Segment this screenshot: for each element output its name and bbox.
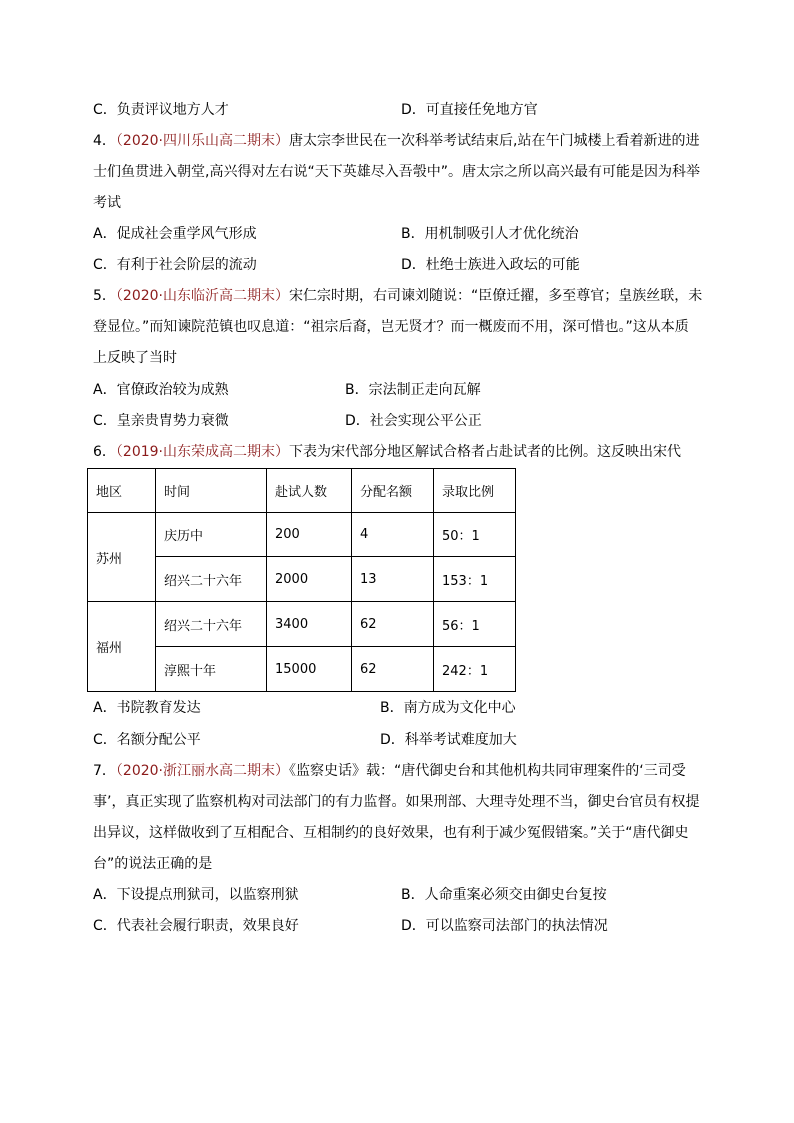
table-header-cell: 分配名额 xyxy=(352,469,434,513)
q3-option-c[interactable]: C．负责评议地方人才 xyxy=(93,102,229,118)
q4-option-b[interactable]: B．用机制吸引人才优化统治 xyxy=(401,226,579,242)
table-cell: 153：1 xyxy=(434,557,516,602)
q6-option-a[interactable]: A．书院教育发达 xyxy=(93,700,201,716)
table-cell: 200 xyxy=(267,513,352,557)
q4-option-c[interactable]: C．有利于社会阶层的流动 xyxy=(93,257,257,273)
table-row xyxy=(88,513,516,557)
q3-options-row-cd xyxy=(93,100,713,120)
q6-data-table xyxy=(87,468,516,692)
q5-option-a[interactable]: A．官僚政治较为成熟 xyxy=(93,382,229,398)
q5-option-c[interactable]: C．皇亲贵胄势力衰微 xyxy=(93,413,229,429)
table-header-cell: 赴试人数 xyxy=(267,469,352,513)
q7-option-b[interactable]: B．人命重案必须交由御史台复按 xyxy=(401,887,607,903)
q7-option-d[interactable]: D．可以监察司法部门的执法情况 xyxy=(401,918,608,934)
q6-stem-line-1: 6．（2019·山东荣成高二期末）下表为宋代部分地区解试合格者占赴试者的比例。这反映出宋代 xyxy=(93,444,682,460)
q6-options-row-ab xyxy=(93,698,713,718)
q6-option-c[interactable]: C．名额分配公平 xyxy=(93,732,201,748)
q5-stem-line-1: 5．（2020·山东临沂高二期末）宋仁宗时期，右司谏刘随说：“臣僚迁擢，多至尊官；皇族丝联，未 xyxy=(93,288,703,304)
q6-source: （2019·山东荣成高二期末） xyxy=(115,444,290,460)
q6-number: 6． xyxy=(93,444,116,460)
table-region-cell: 苏州 xyxy=(88,513,156,602)
q5-options-row-cd xyxy=(93,411,713,431)
q6-option-b[interactable]: B．南方成为文化中心 xyxy=(380,700,516,716)
table-cell: 庆历中 xyxy=(156,513,267,557)
q5-option-d[interactable]: D．社会实现公平公正 xyxy=(345,413,482,429)
table-header-cell: 录取比例 xyxy=(434,469,516,513)
table-cell: 56：1 xyxy=(434,602,516,647)
q7-option-c[interactable]: C．代表社会履行职责，效果良好 xyxy=(93,918,299,934)
q6-option-d[interactable]: D．科举考试难度加大 xyxy=(380,732,517,748)
table-cell: 4 xyxy=(352,513,434,557)
table-header-row xyxy=(88,469,516,513)
table-cell: 15000 xyxy=(267,647,352,692)
q5-source: （2020·山东临沂高二期末） xyxy=(115,288,290,304)
q5-stem-line-3: 上反映了当时 xyxy=(93,350,177,366)
q5-stem-line-2: 登显位。”而知谏院范镇也叹息道：“祖宗后裔，岂无贤才？而一概废而不用，深可惜也。”这从本质 xyxy=(93,319,689,335)
table-cell: 62 xyxy=(352,647,434,692)
table-row xyxy=(88,602,516,647)
q4-stem-line-2: 士们鱼贯进入朝堂,高兴得对左右说“天下英雄尽入吾彀中”。唐太宗之所以高兴最有可能是因为科举 xyxy=(93,164,700,180)
q4-option-a[interactable]: A．促成社会重学风气形成 xyxy=(93,226,257,242)
q5-options-row-ab xyxy=(93,380,713,400)
q7-stem-line-4: 台”的说法正确的是 xyxy=(93,856,213,872)
table-cell: 绍兴二十六年 xyxy=(156,602,267,647)
q4-source: （2020·四川乐山高二期末） xyxy=(115,133,290,149)
table-cell: 13 xyxy=(352,557,434,602)
q7-option-a[interactable]: A．下设提点刑狱司，以监察刑狱 xyxy=(93,887,299,903)
q4-options-row-cd xyxy=(93,255,713,275)
q3-option-d[interactable]: D．可直接任免地方官 xyxy=(401,102,538,118)
q4-option-d[interactable]: D．杜绝士族进入政坛的可能 xyxy=(401,257,580,273)
table-header-cell: 地区 xyxy=(88,469,156,513)
q7-stem-line-2: 事’，真正实现了监察机构对司法部门的有力监督。如果刑部、大理寺处理不当，御史台官员有权提 xyxy=(93,794,700,810)
q4-stem-line-1: 4．（2020·四川乐山高二期末）唐太宗李世民在一次科举考试结束后,站在午门城楼上看着新进的进 xyxy=(93,133,700,149)
q7-number: 7． xyxy=(93,763,116,779)
table-cell: 62 xyxy=(352,602,434,647)
q7-source: （2020·浙江丽水高二期末） xyxy=(115,763,290,779)
q4-number: 4． xyxy=(93,133,116,149)
q7-options-row-cd xyxy=(93,916,713,936)
q4-stem-line-3: 考试 xyxy=(93,195,121,211)
table-cell: 2000 xyxy=(267,557,352,602)
q7-stem-line-3: 出异议，这样做收到了互相配合、互相制约的良好效果，也有利于减少冤假错案。”关于“唐代御史 xyxy=(93,825,689,841)
q6-options-row-cd xyxy=(93,730,713,750)
table-cell: 淳熙十年 xyxy=(156,647,267,692)
q5-option-b[interactable]: B．宗法制正走向瓦解 xyxy=(345,382,481,398)
table-header-cell: 时间 xyxy=(156,469,267,513)
table-cell: 50：1 xyxy=(434,513,516,557)
table-cell: 242：1 xyxy=(434,647,516,692)
q4-options-row-ab xyxy=(93,224,713,244)
q7-stem-line-1: 7．（2020·浙江丽水高二期末）《监察史话》载：“唐代御史台和其他机构共同审理案件的‘三司受 xyxy=(93,763,686,779)
q7-options-row-ab xyxy=(93,885,713,905)
table-cell: 3400 xyxy=(267,602,352,647)
table-region-cell: 福州 xyxy=(88,602,156,692)
q5-number: 5． xyxy=(93,288,116,304)
table-cell: 绍兴二十六年 xyxy=(156,557,267,602)
